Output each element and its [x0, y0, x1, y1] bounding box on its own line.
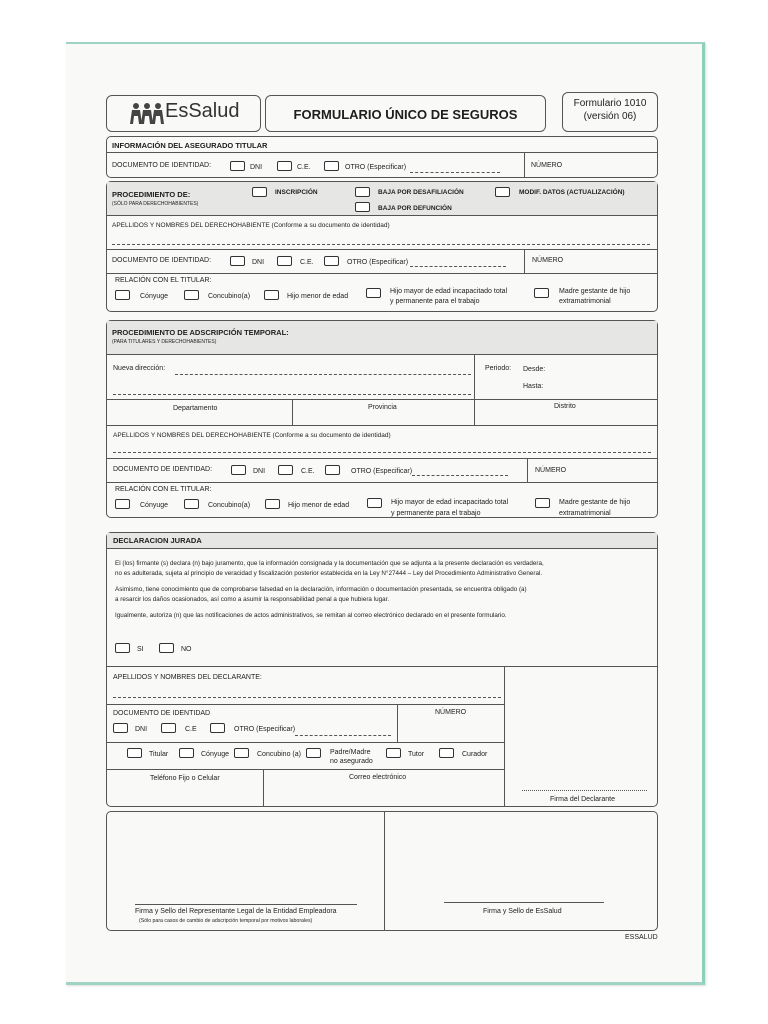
declaracion-p3: Igualmente, autoriza (n) que las notificaciones de actos administrativos, se remitan al correo electrónico declarado en el presente formulario.	[115, 612, 507, 619]
declarante-otro-label: OTRO (Especificar)	[234, 726, 296, 733]
desde-label: Desde:	[523, 366, 546, 373]
adscripcion-otro-checkbox[interactable]	[325, 465, 340, 475]
no-checkbox[interactable]	[159, 643, 174, 653]
proc-conyuge-checkbox[interactable]	[115, 290, 130, 300]
footer-label: ESSALUD	[625, 934, 658, 941]
adscripcion-title: PROCEDIMIENTO DE ADSCRIPCIÓN TEMPORAL:	[112, 328, 289, 337]
declarante-field[interactable]	[113, 697, 501, 698]
procedimiento-dni-checkbox[interactable]	[230, 256, 245, 266]
procedimiento-otro-label: OTRO (Especificar)	[347, 259, 409, 266]
procedimiento-nombres-label: APELLIDOS Y NOMBRES DEL DERECHOHABIENTE (Conforme a su documento de identidad)	[112, 222, 390, 229]
proc-madre-checkbox[interactable]	[534, 288, 549, 298]
ads-madre-label-2: extramatrimonial	[559, 510, 611, 517]
declarante-dni-label: DNI	[135, 726, 148, 733]
decl-tutor-checkbox[interactable]	[386, 748, 401, 758]
firma-declarante-line	[522, 790, 647, 791]
direccion-field-2[interactable]	[113, 394, 471, 395]
adscripcion-nombres-label: APELLIDOS Y NOMBRES DEL DERECHOHABIENTE (Conforme a su documento de identidad)	[113, 432, 391, 439]
titular-otro-field[interactable]	[410, 172, 500, 173]
direccion-field-1[interactable]	[175, 374, 471, 375]
declaracion-p1-line2: no es adulterada, sujeta al principio de veracidad y fiscalización posterior establecida en la Ley N°27444 – Ley del Procedimiento Administrativo General.	[115, 570, 543, 577]
baja-defuncion-checkbox[interactable]	[355, 202, 370, 212]
ads-hijo-menor-label: Hijo menor de edad	[288, 502, 350, 509]
titular-dni-checkbox[interactable]	[230, 161, 245, 171]
ads-hijo-mayor-checkbox[interactable]	[367, 498, 382, 508]
form-version: (versión 06)	[583, 111, 637, 122]
procedimiento-otro-checkbox[interactable]	[324, 256, 339, 266]
procedimiento-ce-checkbox[interactable]	[277, 256, 292, 266]
declarante-doc-label: DOCUMENTO DE IDENTIDAD	[113, 710, 211, 717]
logo-text: EsSalud	[165, 100, 240, 122]
logo-box	[106, 95, 261, 132]
decl-padre-label-2: no asegurado	[330, 758, 373, 765]
essalud-logo-icon	[129, 102, 165, 126]
decl-padre-label-1: Padre/Madre	[330, 749, 371, 756]
inscripcion-checkbox[interactable]	[252, 187, 267, 197]
procedimiento-subtitle: (SÓLO PARA DERECHOHABIENTES)	[112, 201, 199, 207]
proc-concubino-label: Concubino(a)	[208, 293, 251, 300]
si-checkbox[interactable]	[115, 643, 130, 653]
titular-ce-checkbox[interactable]	[277, 161, 292, 171]
titular-section-title: INFORMACIÓN DEL ASEGURADO TITULAR	[112, 141, 268, 150]
decl-curador-label: Curador	[462, 751, 488, 758]
firma-essalud-line	[444, 902, 604, 903]
proc-madre-label-1: Madre gestante de hijo	[559, 288, 631, 295]
page-title: FORMULARIO ÚNICO DE SEGUROS	[293, 107, 518, 122]
inscripcion-label: INSCRIPCIÓN	[275, 189, 318, 196]
distrito-label: Distrito	[554, 403, 576, 410]
firma-empleador-line	[135, 904, 357, 905]
decl-conyuge-checkbox[interactable]	[179, 748, 194, 758]
titular-section	[106, 136, 658, 178]
si-label: SI	[137, 646, 144, 653]
direccion-label: Nueva dirección:	[113, 365, 166, 372]
declaracion-p2-line1: Asimismo, tiene conocimiento que de comprobarse falsedad en la declaración, información o documentación presentada, se encuentra obligado (a)	[115, 586, 527, 593]
firma-essalud-label: Firma y Sello de EsSalud	[483, 908, 562, 915]
declaracion-title: DECLARACION JURADA	[113, 536, 202, 545]
provincia-label: Provincia	[368, 404, 397, 411]
proc-hijo-menor-label: Hijo menor de edad	[287, 293, 349, 300]
adscripcion-dni-label: DNI	[253, 468, 266, 475]
adscripcion-section	[106, 320, 658, 518]
ads-hijo-mayor-label-2: y permanente para el trabajo	[391, 510, 481, 517]
declarante-dni-checkbox[interactable]	[113, 723, 128, 733]
adscripcion-ce-label: C.E.	[301, 468, 315, 475]
adscripcion-otro-field[interactable]	[412, 475, 508, 476]
declaracion-section	[106, 532, 658, 807]
declarante-otro-checkbox[interactable]	[210, 723, 225, 733]
baja-defuncion-label: BAJA POR DEFUNCIÓN	[378, 205, 452, 212]
periodo-label: Periodo:	[485, 365, 512, 372]
baja-desafiliacion-checkbox[interactable]	[355, 187, 370, 197]
adscripcion-nombres-field[interactable]	[113, 452, 651, 453]
ads-hijo-menor-checkbox[interactable]	[265, 499, 280, 509]
proc-hijo-mayor-label-2: y permanente para el trabajo	[390, 298, 480, 305]
declarante-otro-field[interactable]	[295, 735, 391, 736]
adscripcion-subtitle: (PARA TITULARES Y DERECHOHABIENTES)	[112, 339, 217, 345]
decl-concubino-label: Concubino (a)	[257, 751, 301, 758]
adscripcion-relacion-label: RELACIÓN CON EL TITULAR:	[115, 486, 212, 493]
firma-empleador-label-1: Firma y Sello del Representante Legal de la Entidad Empleadora	[135, 908, 337, 915]
decl-conyuge-label: Cónyuge	[201, 751, 230, 758]
correo-label: Correo electrónico	[349, 774, 407, 781]
proc-hijo-mayor-label-1: Hijo mayor de edad incapacitado total	[390, 288, 508, 295]
ads-madre-checkbox[interactable]	[535, 498, 550, 508]
titular-ce-label: C.E.	[297, 164, 311, 171]
procedimiento-title: PROCEDIMIENTO DE:	[112, 190, 191, 199]
procedimiento-dni-label: DNI	[252, 259, 265, 266]
decl-titular-label: Titular	[149, 751, 169, 758]
proc-concubino-checkbox[interactable]	[184, 290, 199, 300]
decl-curador-checkbox[interactable]	[439, 748, 454, 758]
titular-numero-label: NÚMERO	[531, 162, 563, 169]
titular-doc-label: DOCUMENTO DE IDENTIDAD:	[112, 162, 212, 169]
procedimiento-otro-field[interactable]	[410, 266, 506, 267]
titular-otro-checkbox[interactable]	[324, 161, 339, 171]
adscripcion-otro-label: OTRO (Especificar)	[351, 468, 413, 475]
procedimiento-ce-label: C.E.	[300, 259, 314, 266]
adscripcion-doc-label: DOCUMENTO DE IDENTIDAD:	[113, 466, 213, 473]
proc-hijo-menor-checkbox[interactable]	[264, 290, 279, 300]
declarante-ce-label: C.E	[185, 726, 197, 733]
title-box	[265, 95, 546, 132]
adscripcion-dni-checkbox[interactable]	[231, 465, 246, 475]
firmas-section	[106, 811, 658, 931]
decl-padre-checkbox[interactable]	[306, 748, 321, 758]
form-paper	[66, 42, 705, 985]
ads-hijo-mayor-label-1: Hijo mayor de edad incapacitado total	[391, 499, 509, 506]
ads-conyuge-checkbox[interactable]	[115, 499, 130, 509]
form-number: Formulario 1010	[573, 98, 647, 109]
declarante-ce-checkbox[interactable]	[161, 723, 176, 733]
declarante-label: APELLIDOS Y NOMBRES DEL DECLARANTE:	[113, 674, 262, 681]
telefono-label: Teléfono Fijo o Celular	[150, 775, 220, 782]
proc-madre-label-2: extramatrimonial	[559, 298, 611, 305]
procedimiento-numero-label: NÚMERO	[532, 257, 564, 264]
ads-conyuge-label: Cónyuge	[140, 502, 169, 509]
proc-conyuge-label: Cónyuge	[140, 293, 169, 300]
modif-datos-label: MODIF. DATOS (ACTUALIZACIÓN)	[519, 189, 625, 196]
procedimiento-nombres-field[interactable]	[112, 244, 650, 245]
departamento-label: Departamento	[173, 405, 218, 412]
titular-otro-label: OTRO (Especificar)	[345, 164, 407, 171]
proc-hijo-mayor-checkbox[interactable]	[366, 288, 381, 298]
declaracion-p1-line1: El (los) firmante (s) declara (n) bajo juramento, que la información consignada y la documentación que se adjunta a la presente declaración es verdadera,	[115, 560, 544, 567]
declaracion-p2-line2: a resarcir los daños ocasionados, así como a asumir la responsabilidad penal a que hubiera lugar.	[115, 596, 390, 603]
ads-concubino-label: Concubino(a)	[208, 502, 251, 509]
no-label: NO	[181, 646, 192, 653]
adscripcion-numero-label: NÚMERO	[535, 467, 567, 474]
hasta-label: Hasta:	[523, 383, 544, 390]
baja-desafiliacion-label: BAJA POR DESAFILIACIÓN	[378, 189, 464, 196]
firma-declarante-label: Firma del Declarante	[550, 796, 615, 803]
decl-titular-checkbox[interactable]	[127, 748, 142, 758]
adscripcion-ce-checkbox[interactable]	[278, 465, 293, 475]
ads-concubino-checkbox[interactable]	[184, 499, 199, 509]
ads-madre-label-1: Madre gestante de hijo	[559, 499, 631, 506]
decl-concubino-checkbox[interactable]	[234, 748, 249, 758]
procedimiento-section	[106, 181, 658, 312]
firma-empleador-label-2: (Sólo para casos de cambio de adscripción temporal por motivos laborales)	[139, 918, 313, 924]
titular-dni-label: DNI	[250, 164, 263, 171]
procedimiento-relacion-label: RELACIÓN CON EL TITULAR:	[115, 277, 212, 284]
form-number-box	[562, 92, 658, 132]
modif-datos-checkbox[interactable]	[495, 187, 510, 197]
decl-tutor-label: Tutor	[408, 751, 425, 758]
declarante-numero-label: NÚMERO	[435, 709, 467, 716]
procedimiento-doc-label: DOCUMENTO DE IDENTIDAD:	[112, 257, 212, 264]
